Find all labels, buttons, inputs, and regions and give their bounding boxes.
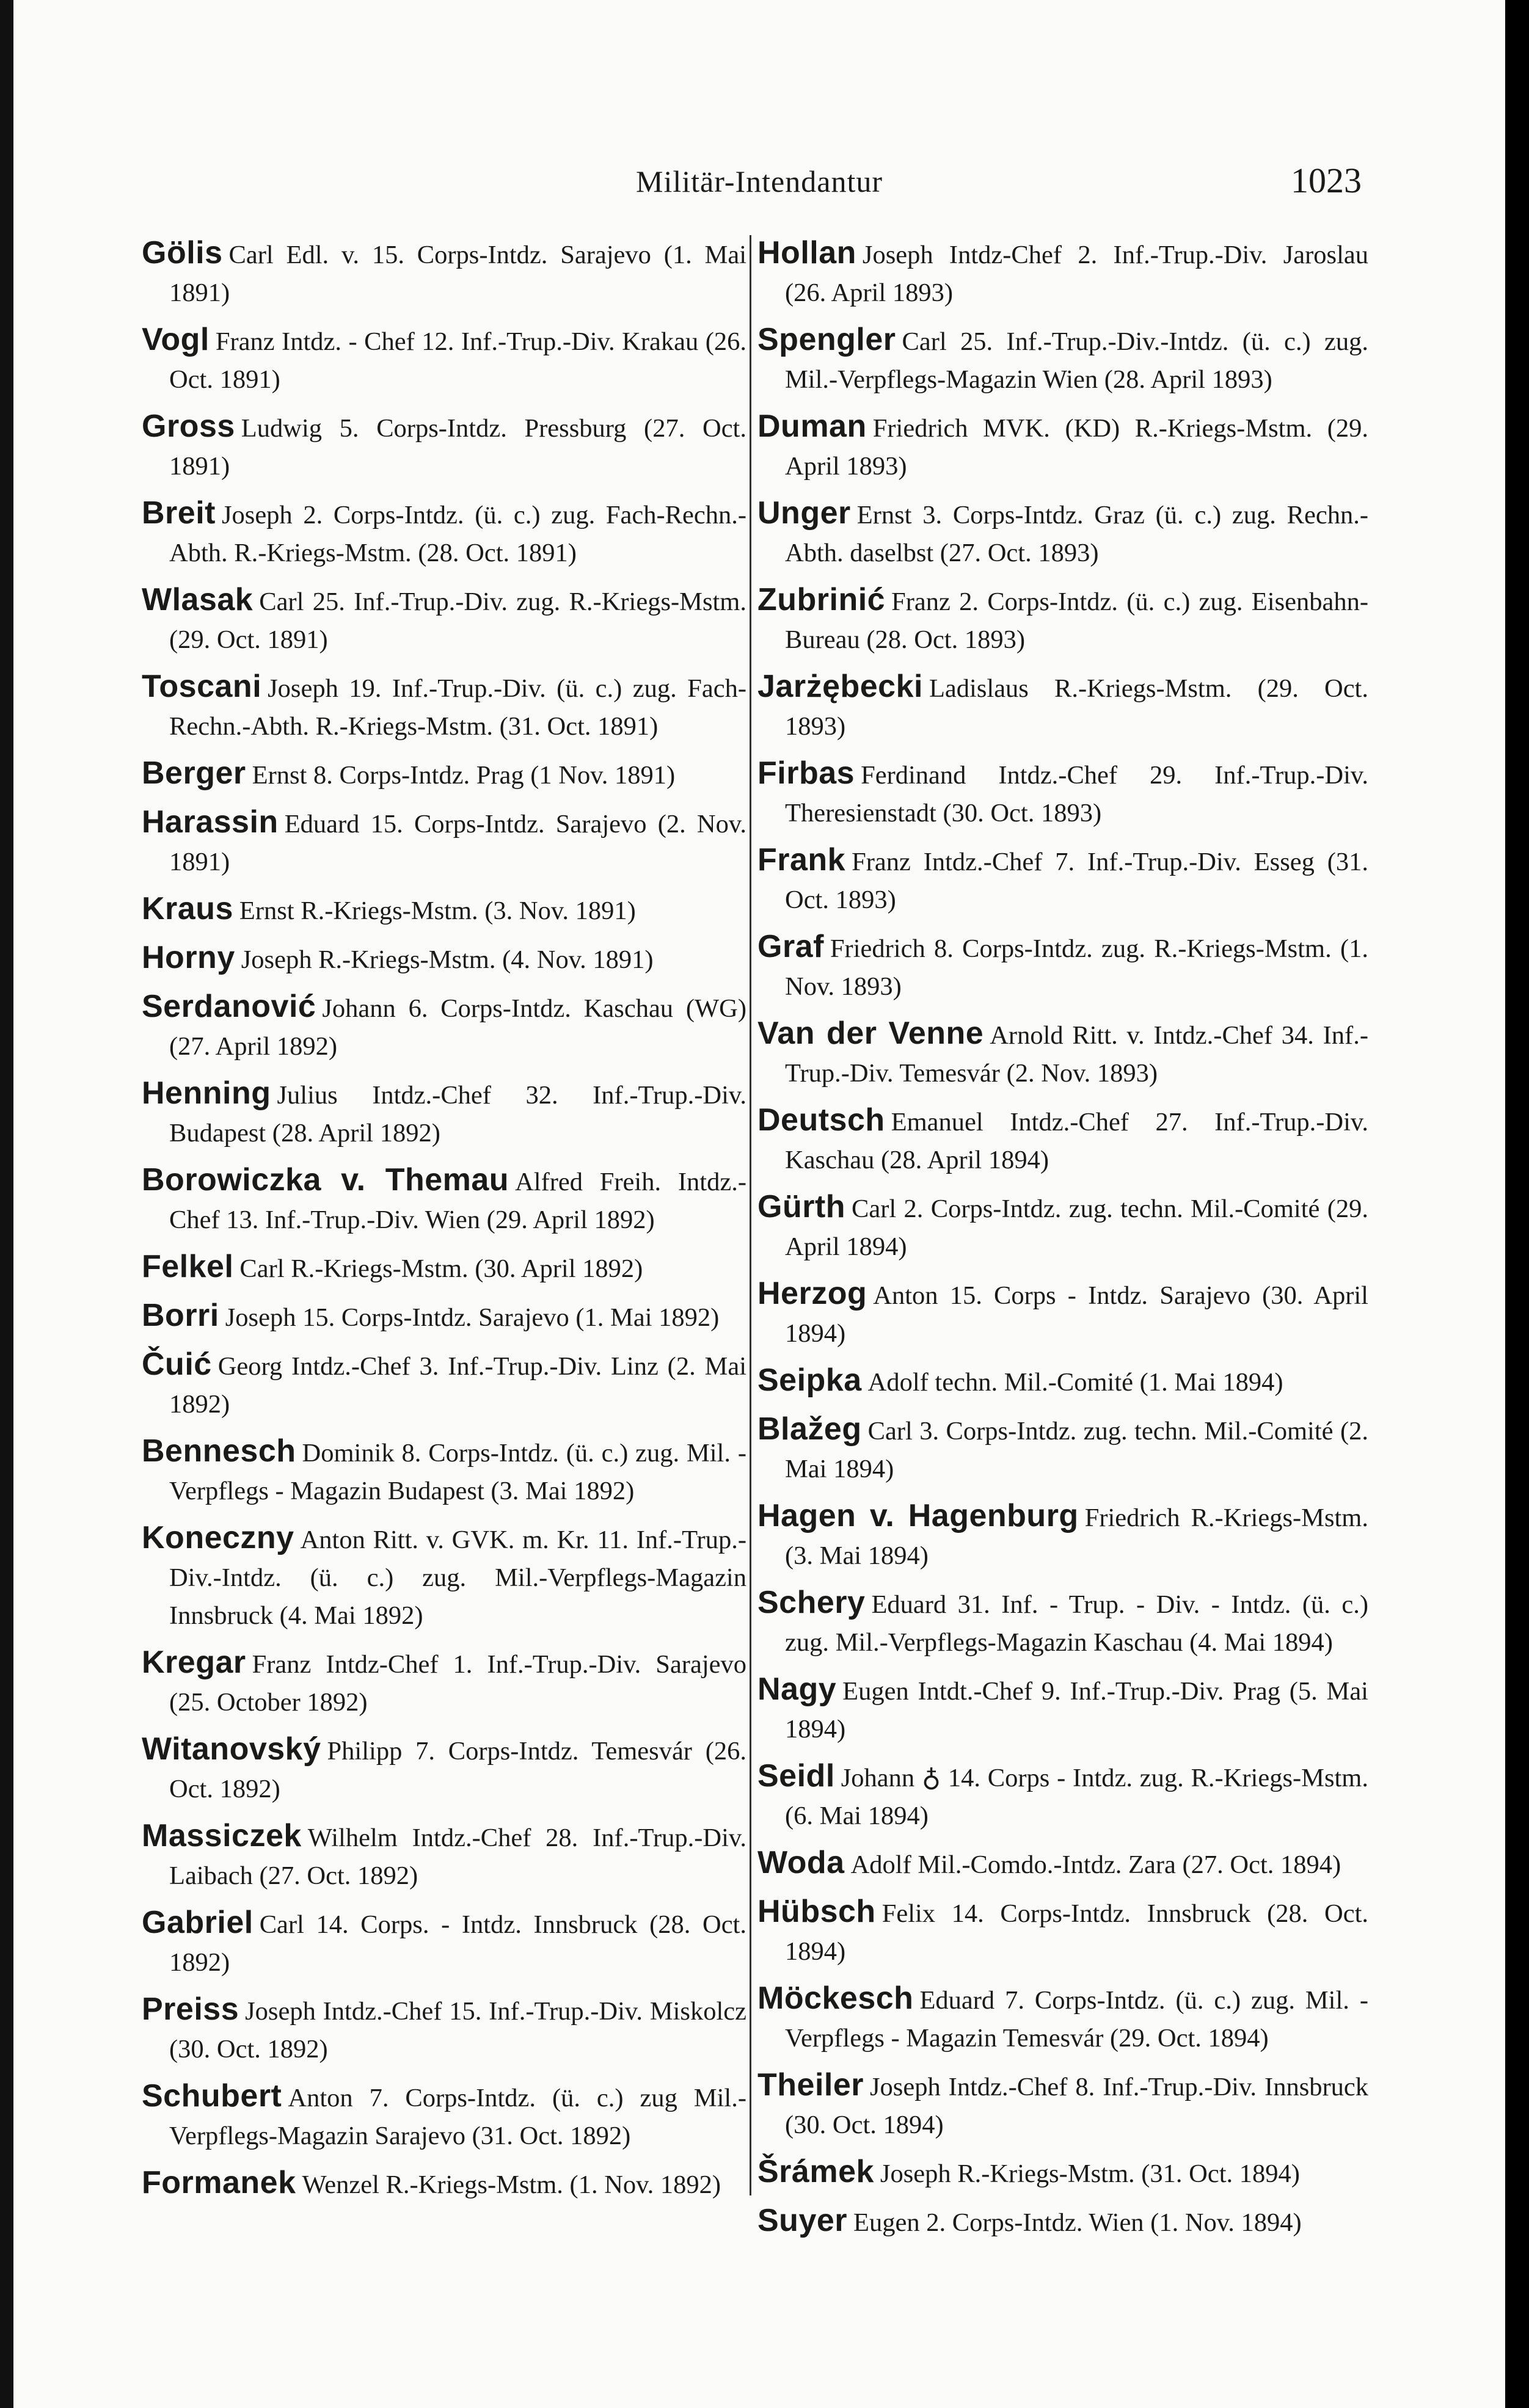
entry-surname: Hollan [757,235,856,271]
directory-entry [757,234,1368,312]
directory-entry [757,1014,1368,1093]
directory-entry [142,1990,746,2068]
entry-surname: Gross [142,409,235,444]
entry-details: Johann ♁ 14. Corps - Intdz. zug. R.-Kriegs-Mstm. (6. Mai 1894) [785,1764,1368,1830]
running-header-title: Militär-Intendantur [636,164,883,198]
directory-entry [142,1345,746,1424]
entry-surname: Horny [142,940,235,975]
scan-edge [0,0,13,2408]
entry-surname: Möckesch [757,1981,914,2016]
directory-entry [142,890,746,930]
entry-surname: Formanek [142,2165,296,2200]
entry-details: Joseph 19. Inf.-Trup.-Div. (ü. c.) zug. Fach-Rechn.-Abth. R.-Kriegs-Mstm. (31. Oct. 1891) [169,674,746,741]
directory-entry [142,321,746,399]
entry-surname: Hagen v. Hagenburg [757,1498,1079,1533]
entry-surname: Henning [142,1075,271,1111]
entry-details: Carl 25. Inf.-Trup.-Div.-Intdz. (ü. c.) zug. Mil.-Verpflegs-Magazin Wien (28. April 1893) [785,327,1368,394]
left-column [142,234,746,2213]
entry-surname: Koneczny [142,1520,294,1555]
entry-details: Eduard 31. Inf. - Trup. - Div. - Intdz. (ü. c.) zug. Mil.-Verpflegs-Magazin Kaschau (4. Mai 1894) [785,1590,1368,1657]
entry-surname: Wlasak [142,582,254,617]
directory-entry [142,1161,746,1239]
entry-surname: Seipka [757,1362,862,1398]
entry-details: Carl 3. Corps-Intdz. zug. techn. Mil.-Comité (2. Mai 1894) [785,1417,1368,1483]
directory-entry [757,1979,1368,2057]
entry-details: Ernst 8. Corps-Intdz. Prag (1 Nov. 1891) [252,761,676,790]
entry-surname: Berger [142,755,246,791]
entry-details: Joseph R.-Kriegs-Mstm. (31. Oct. 1894) [880,2159,1300,2188]
entry-surname: Kraus [142,891,233,926]
entry-surname: Blažeg [757,1411,862,1447]
entry-details: Carl 14. Corps. - Intdz. Innsbruck (28. Oct. 1892) [169,1910,746,1977]
entry-details: Ferdinand Intdz.-Chef 29. Inf.-Trup.-Div. Theresienstadt (30. Oct. 1893) [785,761,1368,828]
directory-entry [142,1074,746,1152]
entry-surname: Firbas [757,755,855,791]
directory-entry [757,1361,1368,1402]
entry-surname: Woda [757,1845,845,1880]
entry-surname: Schubert [142,2078,282,2114]
entry-surname: Duman [757,409,867,444]
entry-details: Johann 6. Corps-Intdz. Kaschau (WG) (27. April 1892) [169,994,746,1061]
directory-entry [142,1432,746,1510]
directory-entry [142,754,746,795]
entry-surname: Van der Venne [757,1016,984,1051]
directory-entry [142,988,746,1066]
entry-surname: Frank [757,842,846,878]
entry-details: Ernst 3. Corps-Intdz. Graz (ü. c.) zug. Rechn.-Abth. daselbst (27. Oct. 1893) [785,501,1368,567]
directory-entry [757,1670,1368,1748]
entry-details: Adolf Mil.-Comdo.-Intdz. Zara (27. Oct. 1894) [850,1850,1341,1879]
directory-entry [757,1584,1368,1662]
directory-entry [757,667,1368,746]
directory-entry [757,2202,1368,2242]
entry-details: Eduard 15. Corps-Intdz. Sarajevo (2. Nov. 1891) [169,810,746,876]
page-number: 1023 [1291,161,1362,200]
entry-surname: Spengler [757,322,896,357]
entry-details: Georg Intdz.-Chef 3. Inf.-Trup.-Div. Linz (2. Mai 1892) [169,1352,746,1419]
column-divider [750,235,751,2195]
entry-surname: Borri [142,1298,219,1333]
entry-details: Joseph Intdz.-Chef 15. Inf.-Trup.-Div. Miskolcz (30. Oct. 1892) [169,1997,746,2064]
directory-entry [757,407,1368,486]
entry-details: Carl 25. Inf.-Trup.-Div. zug. R.-Kriegs-Mstm. (29. Oct. 1891) [169,587,746,654]
entry-details: Eduard 7. Corps-Intdz. (ü. c.) zug. Mil. - Verpflegs - Magazin Temesvár (29. Oct. 1894) [785,1986,1368,2053]
entry-details: Wenzel R.-Kriegs-Mstm. (1. Nov. 1892) [302,2170,721,2199]
entry-surname: Šrámek [757,2154,874,2189]
entry-details: Alfred Freih. Intdz.-Chef 13. Inf.-Trup.-Div. Wien (29. April 1892) [169,1168,746,1234]
entry-surname: Breit [142,495,216,531]
directory-entry [757,1757,1368,1835]
entry-details: Joseph Intdz-Chef 2. Inf.-Trup.-Div. Jaroslau (26. April 1893) [785,241,1368,307]
directory-entry [757,1188,1368,1266]
directory-entry [757,1410,1368,1488]
directory-entry [142,234,746,312]
entry-details: Eugen 2. Corps-Intdz. Wien (1. Nov. 1894) [853,2208,1302,2237]
directory-entry [142,1519,746,1635]
entry-details: Carl R.-Kriegs-Mstm. (30. April 1892) [239,1254,643,1283]
entry-surname: Vogl [142,322,210,357]
entry-details: Ernst R.-Kriegs-Mstm. (3. Nov. 1891) [239,897,636,925]
directory-entry [142,581,746,659]
entry-details: Eugen Intdt.-Chef 9. Inf.-Trup.-Div. Prag (5. Mai 1894) [785,1677,1368,1744]
entry-details: Emanuel Intdz.-Chef 27. Inf.-Trup.-Div. Kaschau (28. April 1894) [785,1108,1368,1174]
directory-entry [757,581,1368,659]
entry-details: Philipp 7. Corps-Intdz. Temesvár (26. Oct. 1892) [169,1737,746,1803]
directory-entry [142,1904,746,1982]
directory-entry [757,1275,1368,1353]
entry-details: Arnold Ritt. v. Intdz.-Chef 34. Inf.-Trup.-Div. Temesvár (2. Nov. 1893) [785,1021,1368,1088]
directory-entry [142,1248,746,1288]
entry-details: Joseph R.-Kriegs-Mstm. (4. Nov. 1891) [241,945,654,974]
directory-entry [757,928,1368,1006]
entry-details: Anton Ritt. v. GVK. m. Kr. 11. Inf.-Trup.-Div.-Intdz. (ü. c.) zug. Mil.-Verpflegs-Magazin Innsbruck (4. Mai 1892) [169,1526,746,1630]
entry-surname: Theiler [757,2067,864,2103]
entry-surname: Felkel [142,1249,234,1284]
entry-surname: Graf [757,929,824,964]
directory-entry [142,407,746,486]
entry-surname: Bennesch [142,1433,296,1469]
directory-entry [142,667,746,746]
directory-entry [142,1730,746,1808]
entry-surname: Borowiczka v. Themau [142,1162,509,1198]
directory-entry [142,803,746,881]
directory-entry [142,2164,746,2204]
entry-surname: Witanovský [142,1731,321,1767]
entry-details: Franz 2. Corps-Intdz. (ü. c.) zug. Eisenbahn-Bureau (28. Oct. 1893) [785,587,1368,654]
directory-entry [142,1817,746,1895]
entry-details: Anton 15. Corps - Intdz. Sarajevo (30. April 1894) [785,1281,1368,1348]
directory-entry [757,321,1368,399]
entry-details: Friedrich 8. Corps-Intdz. zug. R.-Kriegs-Mstm. (1. Nov. 1893) [785,934,1368,1001]
entry-details: Franz Intdz. - Chef 12. Inf.-Trup.-Div. Krakau (26. Oct. 1891) [169,327,746,394]
entry-details: Ladislaus R.-Kriegs-Mstm. (29. Oct. 1893) [785,674,1368,741]
entry-details: Anton 7. Corps-Intdz. (ü. c.) zug Mil.-Verpflegs-Magazin Sarajevo (31. Oct. 1892) [169,2084,746,2150]
directory-entry [142,939,746,979]
entry-surname: Unger [757,495,851,531]
entry-details: Friedrich MVK. (KD) R.-Kriegs-Mstm. (29. April 1893) [785,414,1368,481]
entry-surname: Gabriel [142,1905,254,1940]
directory-entry [757,1893,1368,1971]
entry-surname: Toscani [142,669,262,704]
entry-details: Joseph 2. Corps-Intdz. (ü. c.) zug. Fach-Rechn.-Abth. R.-Kriegs-Mstm. (28. Oct. 1891) [169,501,746,567]
directory-entry [757,494,1368,572]
entry-surname: Suyer [757,2203,848,2238]
entry-details: Ludwig 5. Corps-Intdz. Pressburg (27. Oct. 1891) [169,414,746,481]
entry-surname: Gölis [142,235,223,271]
directory-entry [757,754,1368,832]
directory-entry [142,1297,746,1337]
entry-surname: Massiczek [142,1818,302,1853]
right-column [757,234,1368,2250]
entry-surname: Kregar [142,1645,246,1680]
entry-details: Julius Intdz.-Chef 32. Inf.-Trup.-Div. Budapest (28. April 1892) [169,1081,746,1148]
entry-details: Franz Intdz-Chef 1. Inf.-Trup.-Div. Sarajevo (25. October 1892) [169,1650,746,1717]
directory-entry [757,1844,1368,1884]
entry-details: Franz Intdz.-Chef 7. Inf.-Trup.-Div. Esseg (31. Oct. 1893) [785,848,1368,914]
directory-entry [757,2066,1368,2144]
entry-surname: Harassin [142,804,279,840]
book-page [13,0,1505,2408]
entry-surname: Jarżębecki [757,669,923,704]
entry-surname: Schery [757,1585,866,1620]
entry-details: Wilhelm Intdz.-Chef 28. Inf.-Trup.-Div. Laibach (27. Oct. 1892) [169,1824,746,1890]
directory-entry [142,2077,746,2155]
directory-entry [757,1101,1368,1179]
directory-entry [142,494,746,572]
entry-details: Joseph 15. Corps-Intdz. Sarajevo (1. Mai 1892) [225,1303,720,1332]
entry-surname: Serdanović [142,989,316,1024]
entry-details: Carl 2. Corps-Intdz. zug. techn. Mil.-Comité (29. April 1894) [785,1195,1368,1261]
entry-surname: Čuić [142,1347,212,1382]
entry-surname: Seidl [757,1758,835,1794]
entry-details: Joseph Intdz.-Chef 8. Inf.-Trup.-Div. Innsbruck (30. Oct. 1894) [785,2073,1368,2139]
entry-details: Dominik 8. Corps-Intdz. (ü. c.) zug. Mil. - Verpflegs - Magazin Budapest (3. Mai 1892) [169,1439,746,1505]
entry-surname: Zubrinić [757,582,886,617]
entry-surname: Deutsch [757,1102,885,1138]
entry-surname: Gürth [757,1189,846,1224]
entry-details: Felix 14. Corps-Intdz. Innsbruck (28. Oct. 1894) [785,1899,1368,1966]
entry-surname: Preiss [142,1992,239,2027]
entry-details: Carl Edl. v. 15. Corps-Intdz. Sarajevo (1. Mai 1891) [169,241,746,307]
entry-details: Friedrich R.-Kriegs-Mstm. (3. Mai 1894) [785,1504,1368,1570]
directory-entry [757,841,1368,919]
entry-surname: Hübsch [757,1894,876,1929]
directory-entry [757,1497,1368,1575]
entry-details: Adolf techn. Mil.-Comité (1. Mai 1894) [867,1368,1283,1397]
entry-surname: Nagy [757,1671,837,1707]
directory-entry [142,1643,746,1722]
directory-entry [757,2153,1368,2193]
entry-surname: Herzog [757,1276,867,1311]
